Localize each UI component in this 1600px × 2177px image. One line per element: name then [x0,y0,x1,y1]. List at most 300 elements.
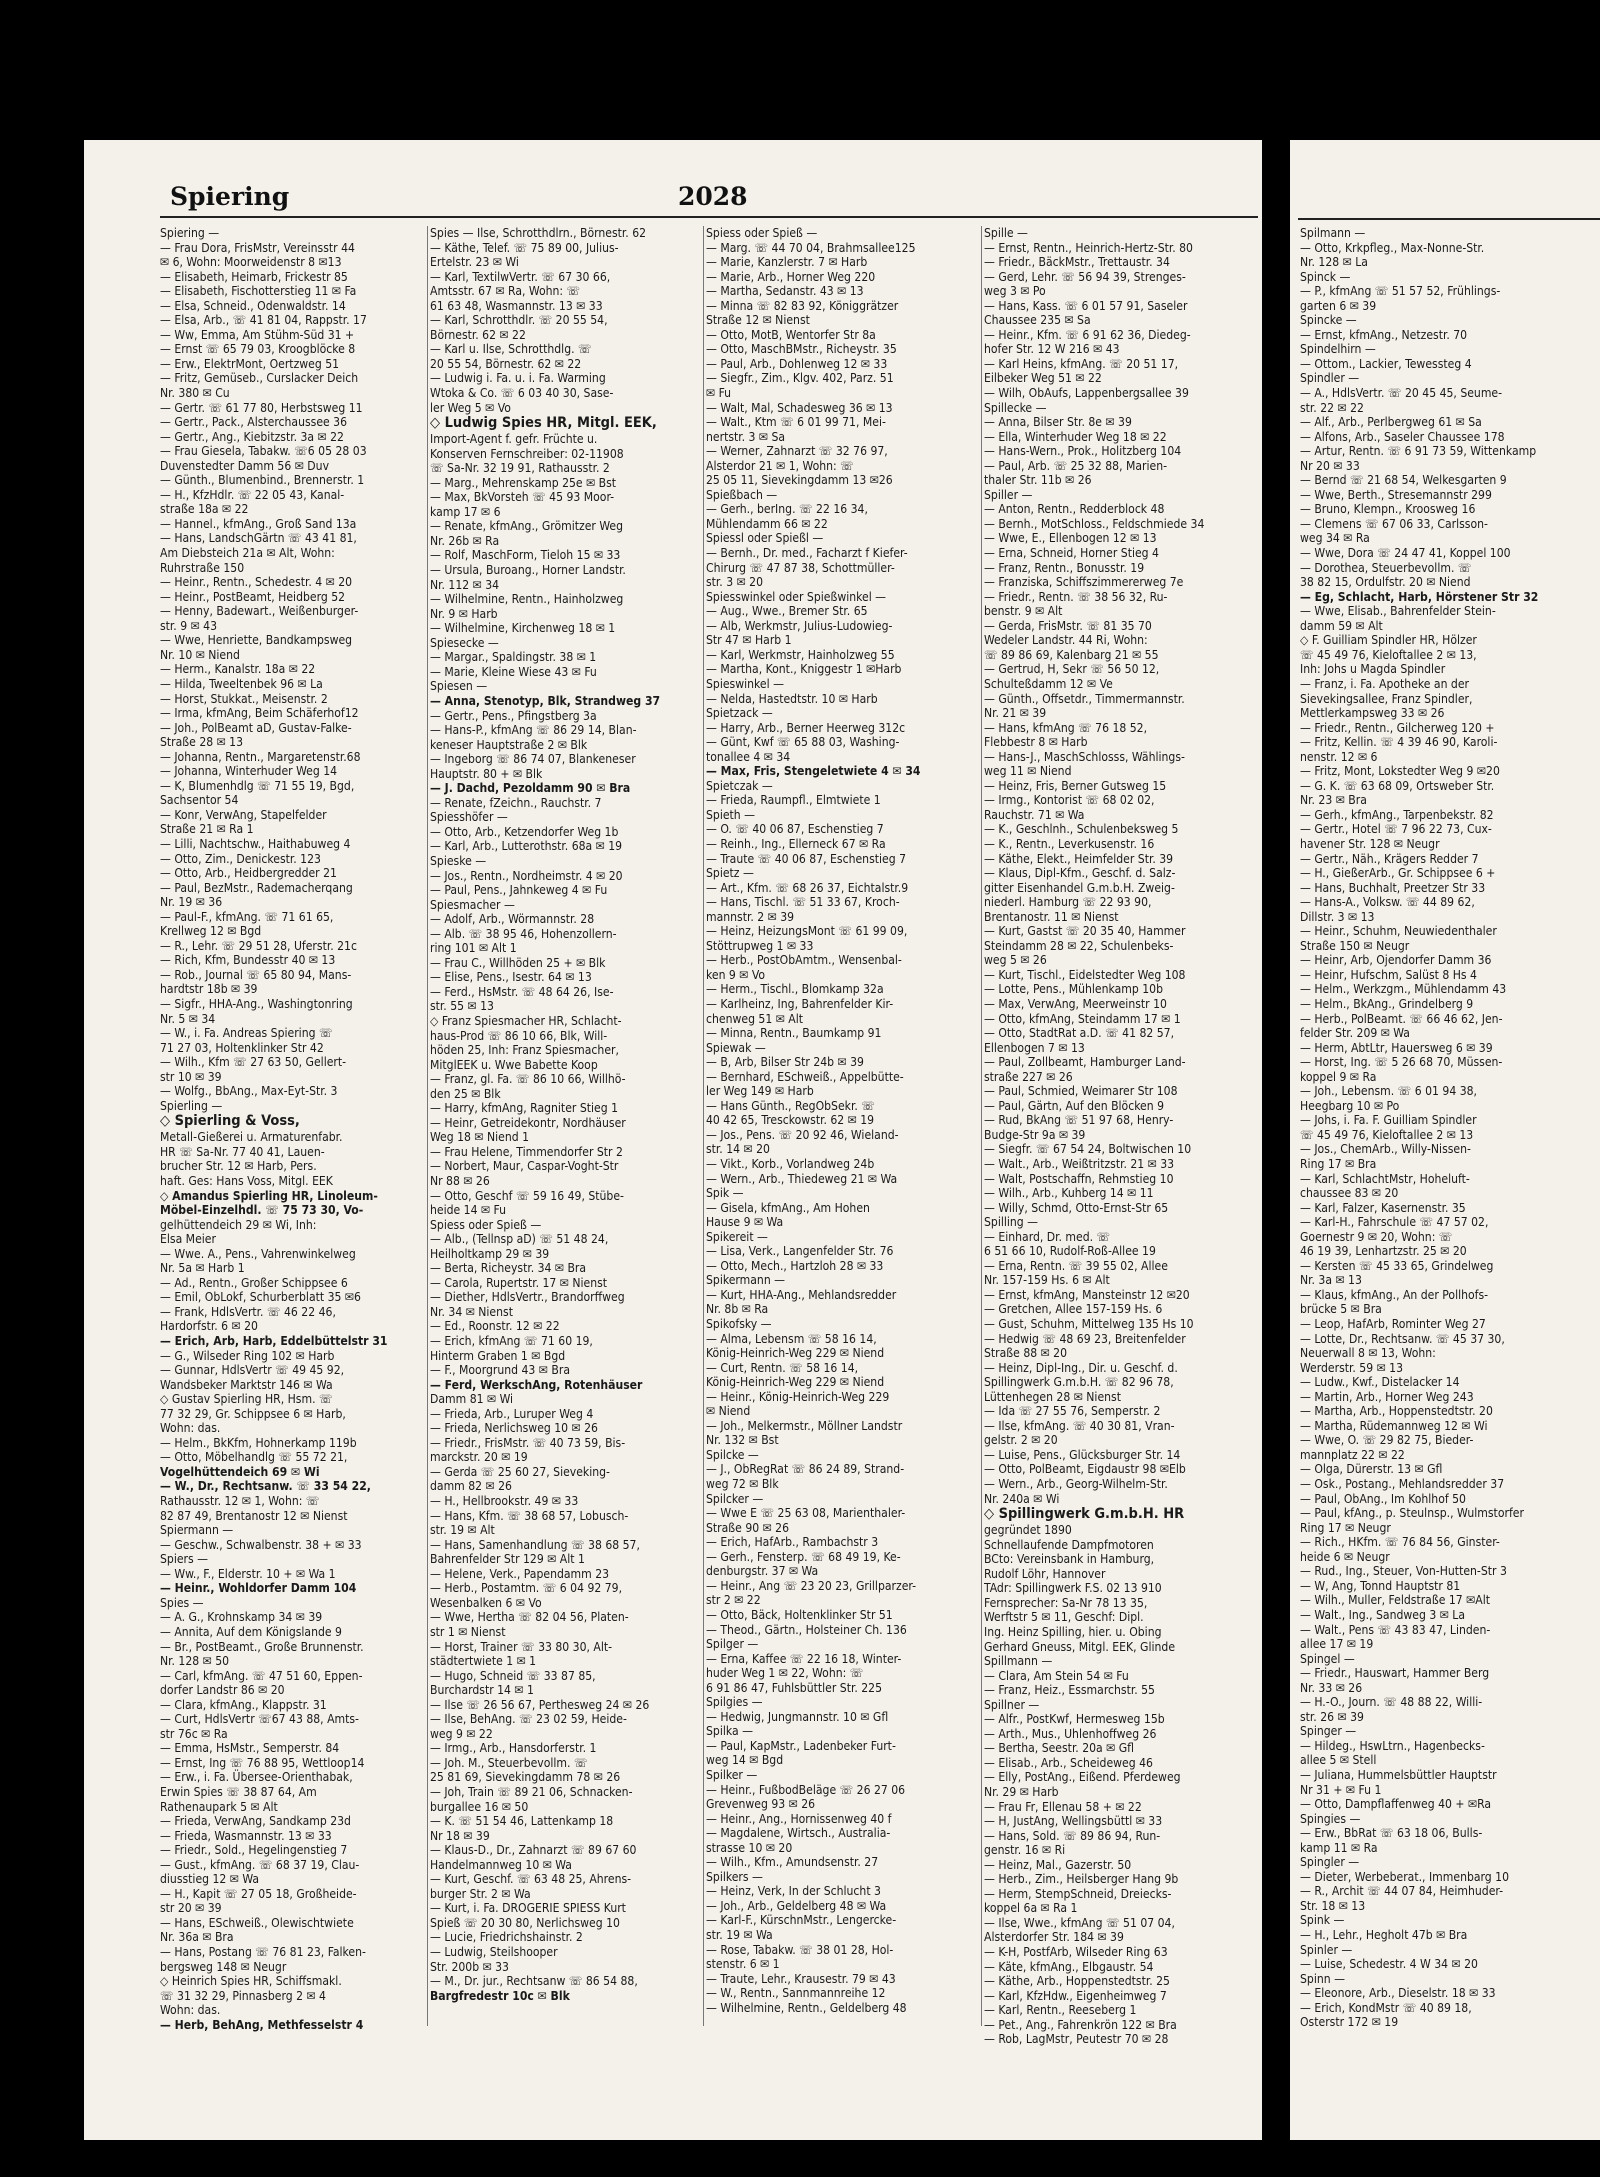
directory-entry-line: str. 3 ✉ 20 [706,575,763,590]
directory-entry-line: — Sigfr., HHA-Ang., Washingtonring [160,996,353,1011]
directory-entry-line: — Leop, HafArb, Rominter Weg 27 [1300,1317,1486,1332]
directory-entry-line: — Marg. ☏ 44 70 04, Brahmsallee125 [706,240,916,255]
directory-entry-line: strasse 10 ✉ 20 [706,1840,793,1855]
directory-entry-line: — Marie, Kanzlerstr. 7 ✉ Harb [706,255,868,270]
directory-entry-line: Sievekingsallee, Franz Spindler, [1300,691,1473,706]
directory-entry-line: — H., Lehr., Hegholt 47b ✉ Bra [1300,1927,1468,1942]
directory-entry-line: — Ludwig, Steilshooper [430,1944,558,1959]
directory-entry-line: — Kurt, Gastst ☏ 20 35 40, Hammer [984,924,1186,939]
directory-entry-line: — Otto, Krkpfleg., Max-Nonne-Str. [1300,240,1485,255]
directory-entry-line: — Friedr., Rentn., Gilcherweg 120 + [1300,720,1495,735]
directory-entry-line: — Heinr., Rentn., Schedestr. 4 ✉ 20 [160,575,353,590]
directory-entry-line: Spies — Ilse, Schrotthdlrn., Börnestr. 62 [430,226,647,240]
directory-entry-line: — Frieda, VerwAng, Sandkamp 23d [160,1814,351,1829]
directory-entry-line: — Hans, Tischl. ☏ 51 33 67, Kroch- [706,895,900,910]
directory-entry-line: — Br., PostBeamt., Große Brunnenstr. [160,1639,364,1654]
directory-column-2 [430,226,700,2036]
directory-entry-line: — Max, Fris, Stengeletwiete 4 ✉ 34 [706,764,921,779]
directory-entry-line: Ring 17 ✉ Bra [1300,1157,1377,1171]
directory-entry-line: — Frank, HdlsVertr. ☏ 46 22 46, [160,1304,336,1319]
directory-entry-line: — H, JustAng, Wellingsbüttl ✉ 33 [984,1814,1163,1829]
directory-entry-line: — Ed., Roonstr. 12 ✉ 22 [430,1319,560,1334]
directory-entry-line: — Herb., PolBeamt. ☏ 66 46 62, Jen- [1300,1011,1503,1026]
directory-entry-line: — Ww, Emma, Am Stühm-Süd 31 + [160,327,355,342]
directory-entry-line: damm 82 ✉ 26 [430,1479,512,1494]
directory-entry-line: — Otto, Zim., Denickestr. 123 [160,851,321,866]
directory-entry-line: — Clara, kfmAng., Klappstr. 31 [160,1697,327,1712]
directory-entry-line: — Juliana, Hummelsbüttler Hauptstr [1300,1767,1497,1782]
directory-entry-line: — Alfr., PostKwf, Hermesweg 15b [984,1712,1165,1727]
directory-entry-line: — Ilse, Wwe., kfmAng ☏ 51 07 04, [984,1915,1175,1930]
directory-entry-line: — Bertha, Seestr. 20a ✉ Gfl [984,1741,1135,1756]
directory-entry-line: Konserven Fernschreiber: 02-11908 [430,446,624,461]
directory-entry-line: Spilcke — [706,1447,759,1462]
directory-entry-line: — Heinz, HeizungsMont ☏ 61 99 09, [706,924,908,939]
directory-entry-line: — Otto, Mech., Hartzloh 28 ✉ 33 [706,1258,884,1273]
directory-entry-line: — Theod., Gärtn., Holsteiner Ch. 136 [706,1622,907,1637]
directory-entry-line: — Ingeborg ☏ 86 74 07, Blankeneser [430,752,636,767]
directory-entry-line: — Traute ☏ 40 06 87, Eschenstieg 7 [706,851,907,866]
directory-entry-line: — Hans-Wern., Prok., Holitzberg 104 [984,444,1182,459]
directory-entry-line: — K., Geschlnh., Schulenbeksweg 5 [984,822,1179,837]
directory-entry-line: — Wwe, O. ☏ 29 82 75, Bieder- [1300,1433,1474,1448]
directory-entry-line: — Otto, kfmAng, Steindamm 17 ✉ 1 [984,1011,1181,1026]
directory-entry-line: König-Heinrich-Weg 229 ✉ Niend [706,1375,885,1390]
directory-entry-line: str. 19 ✉ Alt [430,1523,495,1538]
directory-entry-line: — Paul, Zollbeamt, Hamburger Land- [984,1055,1186,1070]
directory-entry-line: Elsa Meier [160,1232,216,1247]
directory-entry-line: Nr. 5a ✉ Harb 1 [160,1261,245,1276]
directory-entry-line: — W., Dr., Rechtsanw. ☏ 33 54 22, [160,1479,371,1494]
directory-entry-line: — Bernd ☏ 21 68 54, Welkesgarten 9 [1300,473,1507,488]
directory-entry-line: — Friedr., Hauswart, Hammer Berg [1300,1666,1490,1681]
directory-entry-line: Spietzack — [706,706,773,721]
directory-entry-line: — Joh., Lebensm. ☏ 6 01 94 38, [1300,1084,1478,1099]
directory-entry-line: — Erich, kfmAng ☏ 71 60 19, [430,1334,593,1349]
directory-entry-line: weg 3 ✉ Po [984,284,1046,299]
directory-entry-line: — Karl, Rentn., Reeseberg 1 [984,2003,1137,2018]
directory-entry-line: — Gerh., kfmAng., Tarpenbekstr. 82 [1300,807,1494,822]
directory-entry-line: — Erna, Schneid, Horner Stieg 4 [984,546,1159,561]
directory-entry-line: — Frau Helene, Timmendorfer Str 2 [430,1144,623,1159]
directory-entry-line: Metall-Gießerei u. Armaturenfabr. [160,1130,343,1145]
directory-column-4 [984,226,1260,2047]
directory-entry-line: — Heinz, Mal., Gazerstr. 50 [984,1857,1132,1872]
directory-entry-line: Spingler — [1300,1855,1360,1870]
directory-entry-line: — Harry, Arb., Berner Heerweg 312c [706,720,906,735]
directory-entry-line: — Willy, Schmd, Otto-Ernst-Str 65 [984,1200,1169,1215]
directory-entry-line: — Frieda, Nerlichsweg 10 ✉ 26 [430,1421,598,1436]
directory-entry-line: Spilling — [984,1215,1039,1230]
directory-entry-line: ☏ 31 32 29, Pinnasberg 2 ✉ 4 [160,1988,326,2003]
directory-entry-line: ler Weg 149 ✉ Harb [706,1084,814,1099]
directory-entry-line: — Wilhelmine, Kirchenweg 18 ✉ 1 [430,621,616,636]
directory-entry-line: Spierling — [160,1098,223,1113]
directory-entry-line: Budge-Str 9a ✉ 39 [984,1127,1086,1142]
directory-entry-line: str. 22 ✉ 22 [1300,400,1364,415]
directory-entry-line: — Elisabeth, Heimarb, Frickestr 85 [160,269,348,284]
directory-entry-line: — Hans, Kfm. ☏ 38 68 57, Lobusch- [430,1508,629,1523]
directory-entry-line: Alsterdor 21 ✉ 1, Wohn: ☏ [706,458,854,473]
directory-entry-line: — Henny, Badewart., Weißenburger- [160,604,359,619]
directory-entry-line: — Norbert, Maur, Caspar-Voght-Str [430,1159,619,1174]
directory-entry-line: — Frau C., Willhöden 25 + ✉ Blk [430,955,606,970]
directory-entry-line: — Irma, kfmAng, Beim Schäferhof12 [160,706,359,721]
directory-entry-line: Ruhrstraße 150 [160,560,245,575]
directory-entry-line: — Minna, Rentn., Baumkamp 91 [706,1026,882,1041]
directory-entry-line: Hardorfstr. 6 ✉ 20 [160,1319,258,1334]
directory-entry-line: — Karl-F., KürschnMstr., Lengercke- [706,1913,897,1928]
directory-entry-line: Heilholtkamp 29 ✉ 39 [430,1246,550,1261]
directory-entry-line: — Erich, Arb, Harb, Eddelbüttelstr 31 [160,1334,388,1349]
directory-entry-line: weg 72 ✉ Blk [706,1477,779,1492]
directory-entry-line: — Wern., Arb., Georg-Wilhelm-Str. [984,1477,1168,1492]
directory-entry-line: — Lotte, Dr., Rechtsanw. ☏ 45 37 30, [1300,1331,1505,1346]
directory-entry-line: Dillstr. 3 ✉ 13 [1300,909,1375,924]
directory-entry-line: koppel 6a ✉ Ra 1 [984,1901,1078,1916]
directory-entry-line: — Franziska, Schiffszimmererweg 7e [984,575,1184,590]
directory-entry-line: — Karl u. Ilse, Schrotthdlg. ☏ [430,342,592,357]
directory-entry-line: — Otto, MaschBMstr., Richeystr. 35 [706,342,897,357]
directory-entry-line: — Herm, AbtLtr, Hauersweg 6 ✉ 39 [1300,1040,1493,1055]
directory-entry-line: Nr 31 + ✉ Fu 1 [1300,1782,1382,1797]
header-rule [160,216,1258,218]
directory-entry-line: Vogelhüttendeich 69 ✉ Wi [160,1464,320,1479]
directory-entry-line: — W, Ang, Tonnd Hauptstr 81 [1300,1578,1461,1593]
directory-entry-line: — Otto, Arb., Ketzendorfer Weg 1b [430,824,619,839]
directory-entry-line: — Wwe, Dora ☏ 24 47 41, Koppel 100 [1300,546,1511,561]
directory-entry-line: kamp 17 ✉ 6 [430,504,501,519]
directory-entry-line: — Hans, LandschGärtn ☏ 43 41 81, [160,531,357,546]
directory-entry-line: Nr. 380 ✉ Cu [160,386,230,401]
directory-entry-line: mannstr. 2 ✉ 39 [706,909,795,924]
directory-entry-line: — Emil, ObLokf, Schurberblatt 35 ✉6 [160,1290,361,1305]
directory-entry-line: — Herm., Tischl., Blomkamp 32a [706,982,884,997]
directory-entry-line: Spiermann — [160,1523,234,1538]
directory-entry-line: — Ottom., Lackier, Tewessteg 4 [1300,356,1472,371]
directory-entry-line: Duvenstedter Damm 56 ✉ Duv [160,458,330,473]
directory-entry-line: — Käte, kfmAng., Elbgaustr. 54 [984,1959,1154,1974]
directory-entry-line: — Paul-F., kfmAng. ☏ 71 61 65, [160,909,334,924]
directory-entry-line: — Rob, LagMstr, Peutestr 70 ✉ 28 [984,2032,1169,2047]
column-divider [703,226,704,2026]
directory-entry-line: TAdr: Spillingwerk F.S. 02 13 910 [984,1581,1162,1596]
directory-entry-line: — Lisa, Verk., Langenfelder Str. 76 [706,1244,894,1259]
directory-entry-line: — Franz, Rentn., Bonusstr. 19 [984,560,1145,575]
directory-entry-line: — Alf., Arb., Perlbergweg 61 ✉ Sa [1300,415,1482,430]
directory-entry-line: — Diether, HdlsVertr., Brandorffweg [430,1290,625,1305]
directory-entry-line: — W., i. Fa. Andreas Spiering ☏ [160,1026,333,1041]
directory-entry-line: — Walt., Ing., Sandweg 3 ✉ La [1300,1607,1466,1622]
directory-entry-line: — Alb, Werkmstr, Julius-Ludowieg- [706,618,893,633]
directory-entry-line: — Günth., Blumenbind., Brennerstr. 1 [160,473,365,488]
directory-entry-line: — Fritz, Kellin. ☏ 4 39 46 90, Karoli- [1300,735,1498,750]
directory-entry-line: Steindamm 28 ✉ 22, Schulenbeks- [984,938,1174,953]
directory-entry-line: Spikereit — [706,1229,768,1244]
directory-entry-line: ☏ Sa-Nr. 32 19 91, Rathausstr. 2 [430,461,610,476]
directory-entry-line: — Emma, HsMstr., Semperstr. 84 [160,1741,340,1756]
directory-entry-line: — Elisab., Arb., Scheideweg 46 [984,1755,1153,1770]
directory-entry-line: Rathausstr. 12 ✉ 1, Wohn: ☏ [160,1494,320,1509]
directory-entry-line: marckstr. 20 ✉ 19 [430,1450,528,1465]
directory-entry-line: — Lucie, Friedrichshainstr. 2 [430,1930,583,1945]
directory-entry-line: Wtoka & Co. ☏ 6 03 40 30, Sase- [430,386,614,401]
directory-entry-line: — Wilh., Arb., Kuhberg 14 ✉ 11 [984,1186,1154,1201]
directory-entry-line: — Hans, Postang ☏ 76 81 23, Falken- [160,1944,366,1959]
directory-entry-line: str. 9 ✉ 43 [160,618,217,633]
directory-entry-line: str. 19 ✉ Wa [706,1927,773,1942]
directory-entry-line: Damm 81 ✉ Wi [430,1392,514,1407]
directory-entry-line: Spillingwerk G.m.b.H. ☏ 82 96 78, [984,1375,1174,1390]
directory-entry-line: höden 25, Inh: Franz Spiesmacher, [430,1043,619,1058]
directory-entry-line: Spilker — [706,1767,758,1782]
directory-entry-line: genstr. 16 ✉ Ri [984,1843,1066,1858]
directory-entry-line: Spikofsky — [706,1317,772,1332]
directory-entry-line: — R., Archit ☏ 44 07 84, Heimhuder- [1300,1884,1504,1899]
directory-entry-line: weg 11 ✉ Niend [984,764,1072,779]
directory-entry-line: weg 9 ✉ 22 [430,1726,493,1741]
directory-entry-line: brücke 5 ✉ Bra [1300,1302,1382,1317]
directory-entry-line: thaler Str. 11b ✉ 26 [984,473,1092,488]
directory-entry-line: — Gertr., Hotel ☏ 7 96 22 73, Cux- [1300,822,1492,837]
directory-entry-line: Str. 18 ✉ 13 [1300,1898,1366,1913]
directory-entry-line: ✉ Niend [706,1404,751,1419]
directory-entry-line: Spiess oder Spieß — [430,1217,542,1232]
directory-entry-line: Nr. 23 ✉ Bra [1300,793,1367,808]
directory-entry-line: str 10 ✉ 39 [160,1069,222,1084]
directory-entry-line: — Heinr., Ang., Hornissenweg 40 f [706,1811,892,1826]
directory-entry-line: Spieske — [430,853,487,868]
directory-entry-line: mannplatz 22 ✉ 22 [1300,1447,1405,1462]
directory-entry-line: — Paul, Gärtn, Auf den Blöcken 9 [984,1098,1165,1113]
directory-entry-line: Weg 18 ✉ Niend 1 [430,1130,530,1145]
directory-entry-line: — Hans, Sold. ☏ 89 86 94, Run- [984,1828,1161,1843]
directory-entry-line: — Ursula, Buroang., Horner Landstr. [430,563,626,578]
directory-entry-line: — Adolf, Arb., Wörmannstr. 28 [430,912,595,927]
directory-entry-line: ☏ 89 86 69, Kalenbarg 21 ✉ 55 [984,647,1159,662]
directory-entry-line: — Wwe, Elisab., Bahrenfelder Stein- [1300,604,1496,619]
directory-entry-line: — Berta, Richeystr. 34 ✉ Bra [430,1261,587,1276]
directory-entry-line: Grevenweg 93 ✉ 26 [706,1797,816,1812]
directory-entry-line: — Johs, i. Fa. F. Guilliam Spindler [1300,1113,1477,1128]
directory-entry-line: Spik — [706,1186,744,1201]
directory-entry-line: — Otto, Dampflaffenweg 40 + ✉Ra [1300,1797,1492,1812]
directory-entry-line: Wohn: das. [160,1421,221,1436]
directory-entry-line: Amtsstr. 67 ✉ Ra, Wohn: ☏ [430,284,581,299]
directory-entry-line: garten 6 ✉ 39 [1300,298,1377,313]
directory-entry-line: Hinterm Graben 1 ✉ Bgd [430,1348,566,1363]
directory-entry-line: — Walt., Arb., Weißtritzstr. 21 ✉ 33 [984,1157,1175,1171]
directory-entry-line: — Helm., Werkzgm., Mühlendamm 43 [1300,982,1507,997]
directory-entry-line: — Gust, Schuhm, Mittelweg 135 Hs 10 [984,1317,1194,1332]
directory-entry-line: huder Weg 1 ✉ 22, Wohn: ☏ [706,1666,864,1681]
directory-entry-line: — Elise, Pens., Isestr. 64 ✉ 13 [430,970,592,985]
directory-entry-line: burger Str. 2 ✉ Wa [430,1886,531,1901]
directory-entry-line: — Ferd, WerkschAng, Rotenhäuser [430,1377,643,1392]
column-divider [427,226,428,2026]
directory-entry-line: — F., Moorgrund 43 ✉ Bra [430,1363,570,1378]
directory-entry-line: ◇ Heinrich Spies HR, Schiffsmakl. [160,1974,342,1989]
directory-entry-line: Nr. 157-159 Hs. 6 ✉ Alt [984,1273,1110,1288]
directory-entry-line: stenstr. 6 ✉ 1 [706,1957,780,1972]
directory-entry-line: — Joh. M., Steuerbevollm. ☏ [430,1755,588,1770]
directory-entry-line: 40 42 65, Tresckowstr. 62 ✉ 19 [706,1113,875,1128]
directory-entry-line: Am Diebsteich 21a ✉ Alt, Wohn: [160,546,335,561]
directory-entry-line: — Margar., Spaldingstr. 38 ✉ 1 [430,650,597,665]
directory-entry-line: — Heinz, Verk, In der Schlucht 3 [706,1884,881,1899]
directory-entry-line: — Anna, Bilser Str. 8e ✉ 39 [984,415,1132,430]
directory-entry-line: — Paul, Arb. ☏ 25 32 88, Marien- [984,458,1168,473]
directory-entry-line: Rauchstr. 71 ✉ Wa [984,807,1085,822]
directory-entry-line: — Anton, Rentn., Redderblock 48 [984,502,1165,517]
directory-entry-line: Werftstr 5 ✉ 11, Geschf: Dipl. [984,1610,1144,1625]
directory-entry-line: — Helene, Verk., Papendamm 23 [430,1566,610,1581]
directory-entry-line: — Olga, Dürerstr. 13 ✉ Gfl [1300,1462,1443,1477]
directory-entry-line: — Ida ☏ 27 55 76, Semperstr. 2 [984,1404,1161,1419]
directory-entry-line: Str. 200b ✉ 33 [430,1959,509,1974]
directory-entry-line: Neuerwall 8 ✉ 13, Wohn: [1300,1346,1436,1361]
directory-entry-line: Rathenaupark 5 ✉ Alt [160,1799,278,1814]
directory-entry-line: — Erich, HafArb., Rambachstr 3 [706,1535,879,1550]
directory-entry-line: — Hilda, Tweeltenbek 96 ✉ La [160,676,323,691]
directory-entry-line: — Johanna, Rentn., Margaretenstr.68 [160,749,361,764]
directory-entry-line: str 2 ✉ 22 [706,1593,761,1608]
directory-entry-line: — Gertr., Näh., Krägers Redder 7 [1300,851,1479,866]
directory-entry-line: städtertwiete 1 ✉ 1 [430,1654,537,1669]
directory-entry-line: Spinger — [1300,1724,1357,1739]
directory-entry-line: — Wilh., Kfm ☏ 27 63 50, Gellert- [160,1055,347,1070]
directory-entry-line: — Herm., Kanalstr. 18a ✉ 22 [160,662,316,677]
directory-entry-line: — Dorothea, Steuerbevollm. ☏ [1300,560,1472,575]
directory-entry-line: — Günt, Kwf ☏ 65 88 03, Washing- [706,735,900,750]
directory-entry-line: — Herm, StempSchneid, Dreiecks- [984,1886,1172,1901]
directory-entry-line: — M., Dr. jur., Rechtsanw ☏ 86 54 88, [430,1974,638,1989]
directory-entry-line: — Helm., BkAng., Grindelberg 9 [1300,996,1474,1011]
directory-entry-line: — Wilh., Kfm., Amundsenstr. 27 [706,1855,879,1870]
directory-entry-line: — Elsa, Arb., ☏ 41 81 04, Rappstr. 17 [160,313,367,328]
directory-entry-line: ler Weg 5 ✉ Vo [430,400,511,415]
directory-entry-line: weg 5 ✉ 26 [984,953,1047,968]
directory-entry-line: — W., Rentn., Sannmannreihe 12 [706,1986,886,2001]
directory-entry-line: — Walt, Postschaffn, Rehmstieg 10 [984,1171,1174,1186]
directory-entry-line: hofer Str. 12 W 216 ✉ 43 [984,342,1120,357]
directory-entry-line: — H., KfzHdlr. ☏ 22 05 43, Kanal- [160,487,345,502]
facing-header-rule [1298,218,1600,220]
directory-entry-line: haus-Prod ☏ 86 10 66, Blk, Will- [430,1028,608,1043]
directory-entry-line: — Frau Fr, Ellenau 58 + ✉ 22 [984,1799,1142,1814]
directory-entry-line: str 1 ✉ Nienst [430,1624,506,1639]
directory-entry-line: — Pet., Ang., Fahrenkrön 122 ✉ Bra [984,2017,1177,2032]
directory-entry-line: Goernestr 9 ✉ 20, Wohn: ☏ [1300,1229,1453,1244]
directory-entry-line: straße 18a ✉ 22 [160,502,249,517]
directory-entry-line: — Käthe, Arb., Hoppenstedtstr. 25 [984,1974,1170,1989]
directory-entry-line: ☏ 45 49 76, Kieloftallee 2 ✉ 13 [1300,1127,1474,1142]
directory-entry-line: — Günth., Offsetdr., Timmermannstr. [984,691,1185,706]
directory-entry-line: — Otto, Geschf ☏ 59 16 49, Stübe- [430,1188,624,1203]
directory-entry-line: Wesenbalken 6 ✉ Vo [430,1595,542,1610]
directory-entry-line: ◇ Gustav Spierling HR, Hsm. ☏ [160,1392,333,1407]
directory-entry-line: den 25 ✉ Blk [430,1086,501,1101]
directory-entry-line: Alsterdorfer Str. 184 ✉ 39 [984,1930,1124,1945]
directory-entry-line: — Bruno, Klempn., Kroosweg 16 [1300,502,1476,517]
directory-entry-line: — Karl, Schrotthdlr. ☏ 20 55 54, [430,313,608,328]
directory-entry-line: — Ernst ☏ 65 79 03, Kroogblöcke 8 [160,342,356,357]
directory-entry-line: Spies — [160,1595,204,1610]
directory-entry-line: — Karl, SchlachtMstr, Hoheluft- [1300,1171,1470,1186]
directory-entry-line: — Renate, kfmAng., Grömitzer Weg [430,519,623,534]
directory-entry-line: niederl. Hamburg ☏ 22 93 90, [984,895,1152,910]
directory-entry-line: Nr. 240a ✉ Wi [984,1491,1060,1506]
directory-entry-line: Nr 18 ✉ 39 [430,1828,490,1843]
directory-entry-line: Nr. 29 ✉ Harb [984,1784,1059,1799]
directory-entry-line: — Rich., HKfm. ☏ 76 84 56, Ginster- [1300,1535,1500,1550]
directory-entry-line: — Curt, HdlsVertr ☏67 43 88, Amts- [160,1712,359,1727]
directory-entry-line: — J., ObRegRat ☏ 86 24 89, Strand- [706,1462,905,1477]
directory-entry-line: Flebbestr 8 ✉ Harb [984,735,1088,750]
directory-entry-line: — Heinr., Ang ☏ 23 20 23, Grillparzer- [706,1578,917,1593]
directory-entry-line: — Horst, Ing. ☏ 5 26 68 70, Müssen- [1300,1055,1503,1070]
directory-entry-line: — Gerh., Fensterp. ☏ 68 49 19, Ke- [706,1549,901,1564]
directory-entry-line: Osterstr 172 ✉ 19 [1300,2015,1399,2030]
directory-entry-line: — Klaus-D., Dr., Zahnarzt ☏ 89 67 60 [430,1843,637,1858]
directory-entry-line: Spiewak — [706,1040,766,1055]
directory-entry-line: — Vikt., Korb., Vorlandweg 24b [706,1157,875,1171]
directory-entry-line: Nr. 34 ✉ Nienst [430,1304,513,1319]
directory-entry-line: — Gertr. ☏ 61 77 80, Herbstsweg 11 [160,400,363,415]
directory-entry-line: — Heinr., PostBeamt, Heidberg 52 [160,589,346,604]
directory-entry-line: — Wolfg., BbAng., Max-Eyt-Str. 3 [160,1084,338,1099]
directory-entry-line: Spiessl oder Spießl — [706,531,824,546]
directory-entry-line: — Horst, Trainer ☏ 33 80 30, Alt- [430,1639,613,1654]
directory-entry-line: Straße 150 ✉ Neugr [1300,938,1410,953]
directory-entry-line: — Lotte, Pens., Mühlenkamp 10b [984,982,1163,997]
directory-entry-line: Spiesmacher — [430,897,515,912]
directory-entry-line: — Wwe E ☏ 25 63 08, Marienthaler- [706,1506,906,1521]
directory-entry-line: Spindelhirn — [1300,342,1376,357]
directory-entry-line: bergsweg 148 ✉ Neugr [160,1959,287,1974]
directory-entry-line: gelhüttendeich 29 ✉ Wi, Inh: [160,1217,317,1232]
directory-entry-line: — Johanna, Winterhuder Weg 14 [160,764,338,779]
directory-entry-line: — Eg, Schlacht, Harb, Hörstener Str 32 [1300,589,1539,604]
directory-entry-line: Wohn: das. [160,2003,221,2018]
directory-entry-line: — Klaus, Dipl-Kfm., Geschf. d. Salz- [984,866,1176,881]
directory-entry-line: Nr. 128 ✉ 50 [160,1654,230,1669]
directory-entry-line: allee 5 ✉ Stell [1300,1753,1377,1768]
directory-entry-line: — K, Blumenhdlg ☏ 71 55 19, Bgd, [160,778,355,793]
directory-entry-line: 77 32 29, Gr. Schippsee 6 ✉ Harb, [160,1406,346,1421]
directory-entry-line: weg 14 ✉ Bgd [706,1753,784,1768]
directory-entry-line: Spieswinkel — [706,676,784,691]
directory-entry-line: Stöttrupweg 1 ✉ 33 [706,938,814,953]
directory-entry-line: — Helm., BkKfm, Hohnerkamp 119b [160,1435,357,1450]
directory-entry-line: Straße 12 ✉ Nienst [706,313,810,328]
directory-entry-line: Spiers — [160,1552,209,1567]
directory-entry-line: — Wern., Arb., Thiedeweg 21 ✉ Wa [706,1171,898,1186]
directory-entry-line: Ellenbogen 7 ✉ 13 [984,1040,1085,1055]
directory-entry-line: — Elsa, Schneid., Odenwaldstr. 14 [160,298,346,313]
directory-entry-line: Spieß ☏ 20 30 80, Nerlichsweg 10 [430,1915,620,1930]
directory-entry-line: — Alb. ☏ 38 95 46, Hohenzollern- [430,926,617,941]
directory-entry-line: 25 05 11, Sievekingdamm 13 ✉26 [706,473,893,488]
directory-entry-line: ◇ Ludwig Spies HR, Mitgl. EEK, [430,415,657,432]
directory-entry-line: — Otto, StadtRat a.D. ☏ 41 82 57, [984,1026,1175,1041]
directory-entry-line: — Erw., ElektrMont, Oertzweg 51 [160,356,340,371]
directory-entry-line: — Rud., Ing., Steuer, Von-Hutten-Str 3 [1300,1564,1507,1579]
directory-entry-line: — Käthe, Elekt., Heimfelder Str. 39 [984,851,1174,866]
directory-entry-line: — Erna, Rentn. ☏ 39 55 02, Allee [984,1258,1168,1273]
directory-entry-line: str 76c ✉ Ra [160,1726,228,1741]
directory-entry-line: — Werner, Zahnarzt ☏ 32 76 97, [706,444,888,459]
